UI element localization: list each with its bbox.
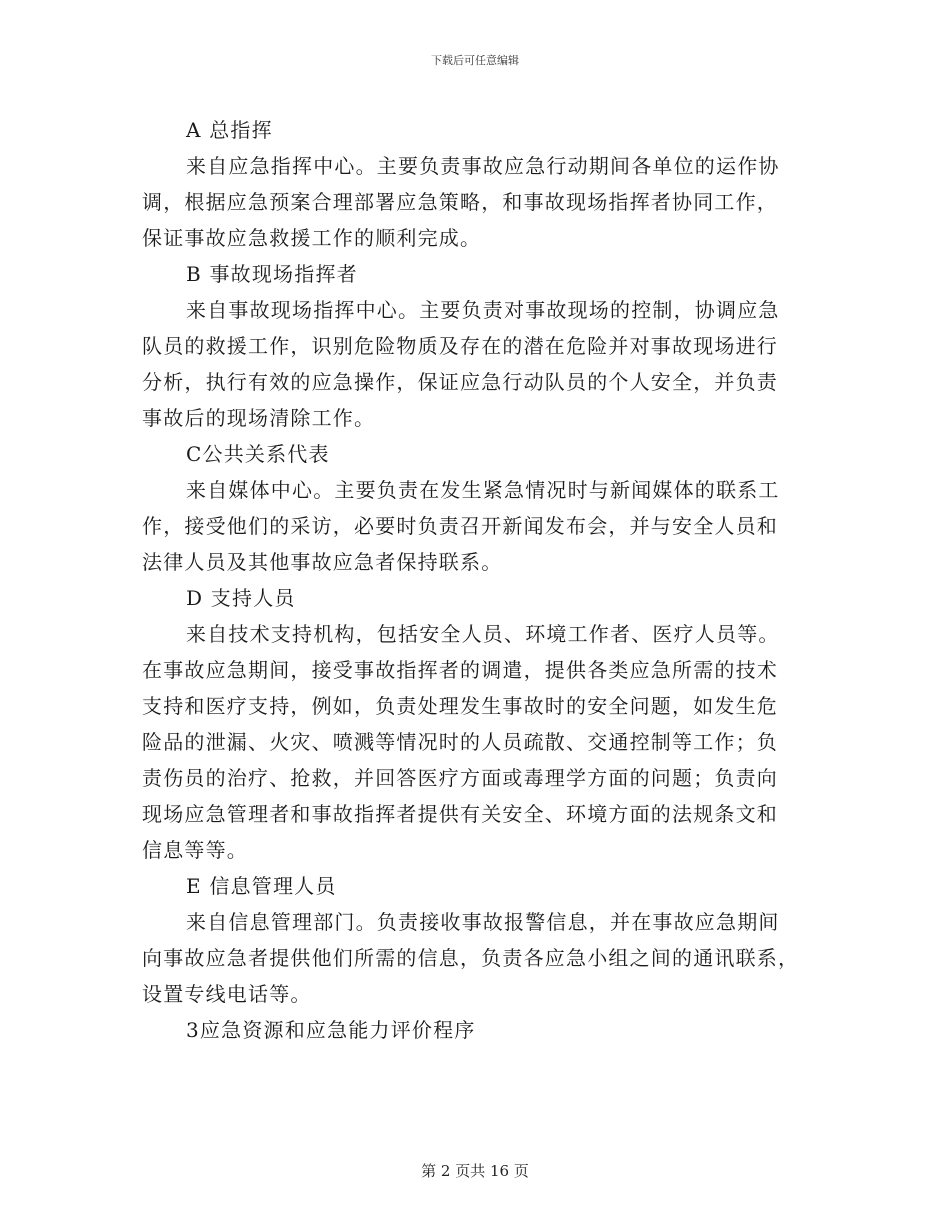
text-line: 来自信息管理部门。负责接收事故报警信息，并在事故应急期间 — [186, 910, 780, 934]
text-line: 来自事故现场指挥中心。主要负责对事故现场的控制，协调应急 — [186, 298, 780, 322]
text-line: 队员的救援工作，识别危险物质及存在的潜在危险并对事故现场进行 — [142, 334, 778, 358]
text-line: D 支持人员 — [186, 586, 296, 610]
text-line: A 总指挥 — [186, 118, 273, 142]
text-line: C公共关系代表 — [186, 442, 330, 466]
text-line: 险品的泄漏、火灾、喷溅等情况时的人员疏散、交通控制等工作；负 — [142, 730, 778, 754]
text-line: 来自技术支持机构，包括安全人员、环境工作者、医疗人员等。 — [186, 622, 780, 646]
text-line: 在事故应急期间，接受事故指挥者的调遣，提供各类应急所需的技术 — [142, 658, 778, 682]
text-line: 来自媒体中心。主要负责在发生紧急情况时与新闻媒体的联系工 — [186, 478, 780, 502]
document-body — [142, 112, 807, 1048]
text-line: 支持和医疗支持，例如，负责处理发生事故时的安全问题，如发生危 — [142, 694, 778, 718]
page-header: 下载后可任意编辑 — [431, 54, 519, 67]
text-line: 3应急资源和应急能力评价程序 — [186, 1018, 476, 1042]
text-line: 作，接受他们的采访，必要时负责召开新闻发布会，并与安全人员和 — [142, 514, 778, 538]
text-line: E 信息管理人员 — [186, 874, 337, 898]
text-line: 现场应急管理者和事故指挥者提供有关安全、环境方面的法规条文和 — [142, 802, 778, 826]
text-line: 法律人员及其他事故应急者保持联系。 — [142, 550, 503, 574]
text-line: 信息等等。 — [142, 838, 248, 862]
text-line: 设置专线电话等。 — [142, 982, 312, 1006]
text-line: 事故后的现场清除工作。 — [142, 406, 376, 430]
text-line: 责伤员的治疗、抢救，并回答医疗方面或毒理学方面的问题；负责向 — [142, 766, 778, 790]
text-line: B 事故现场指挥者 — [186, 262, 358, 286]
text-line: 调，根据应急预案合理部署应急策略，和事故现场指挥者协同工作， — [142, 190, 778, 214]
text-line: 分析，执行有效的应急操作，保证应急行动队员的个人安全，并负责 — [142, 370, 778, 394]
text-line: 来自应急指挥中心。主要负责事故应急行动期间各单位的运作协 — [186, 154, 780, 178]
text-line: 保证事故应急救援工作的顺利完成。 — [142, 226, 482, 250]
page-footer: 第 2 页共 16 页 — [421, 1162, 529, 1180]
text-line: 向事故应急者提供他们所需的信息，负责各应急小组之间的通讯联系， — [142, 946, 800, 970]
